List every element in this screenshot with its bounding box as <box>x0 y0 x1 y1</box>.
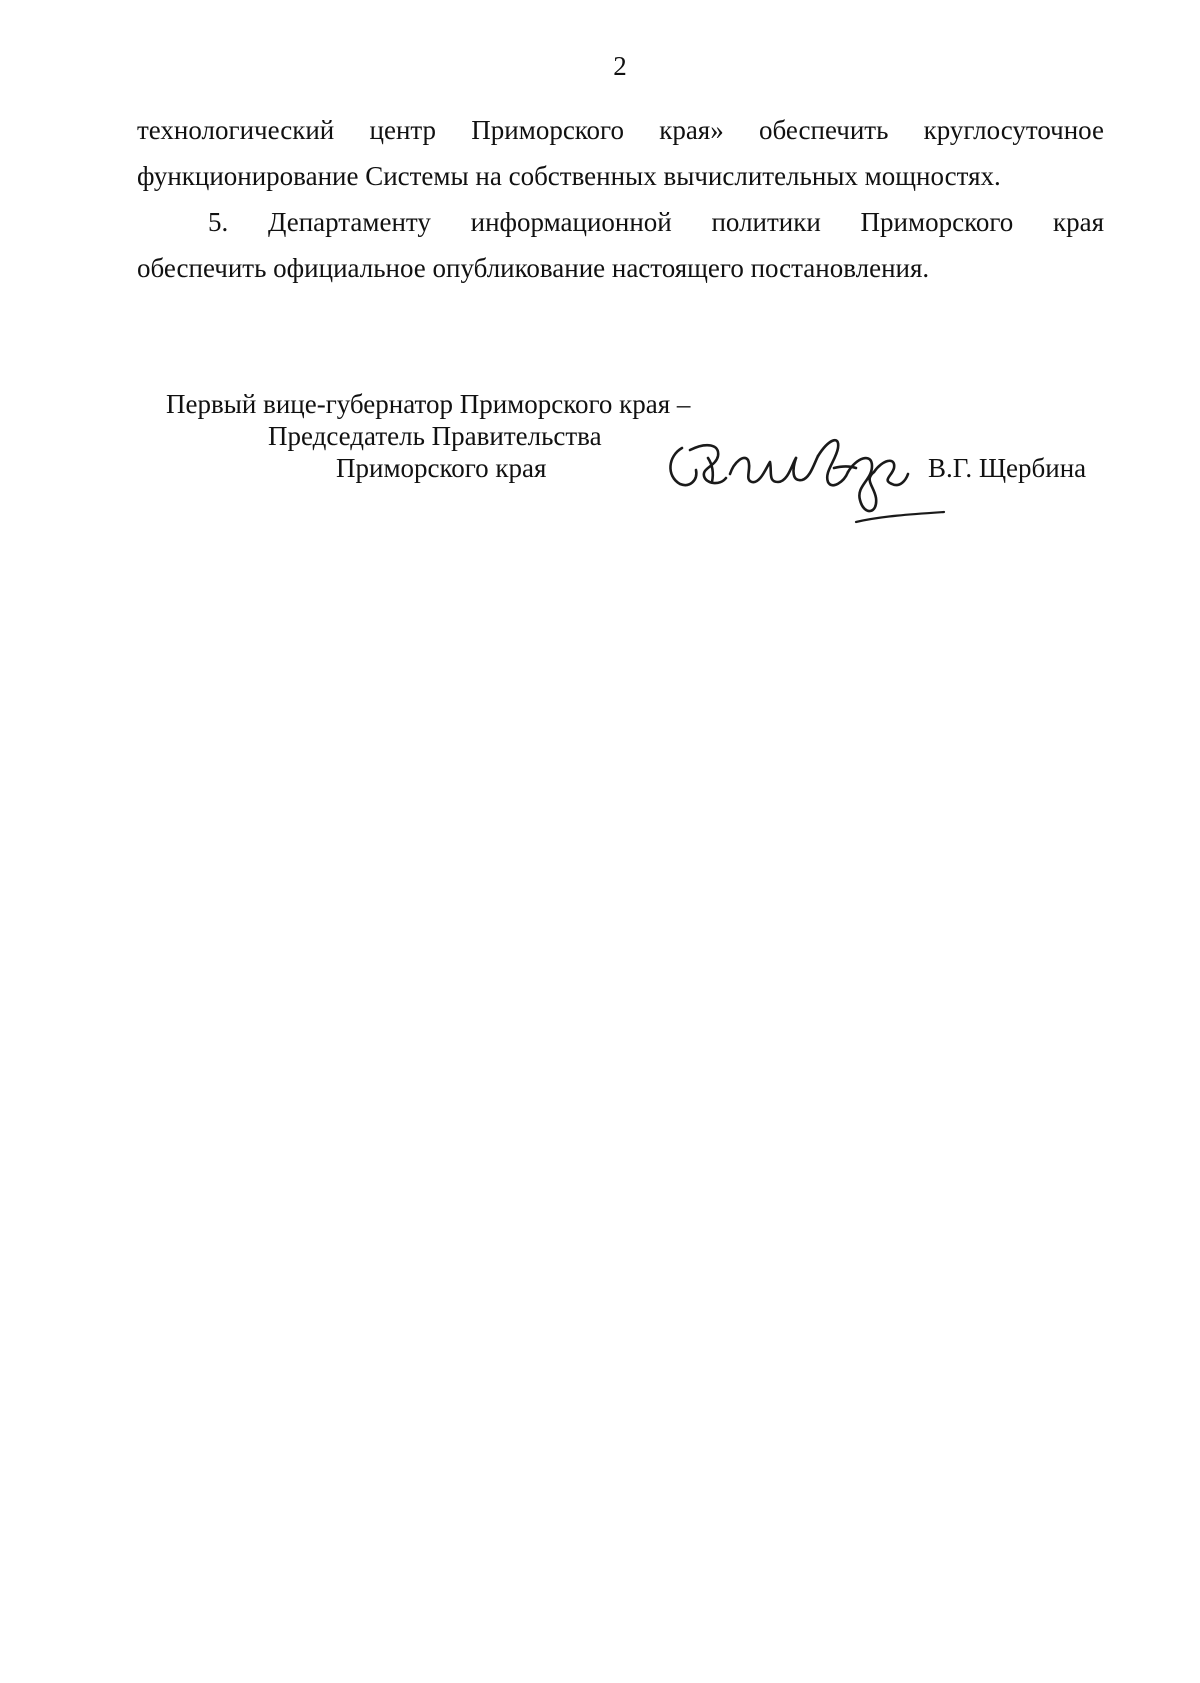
paragraph-continuation <box>137 107 1104 199</box>
paragraph-line: 5. Департаменту информационной политики Приморского края <box>208 207 1104 237</box>
signer-name: В.Г. Щербина <box>928 453 1087 483</box>
handwritten-signature <box>660 428 950 528</box>
page-number: 2 <box>613 51 627 81</box>
signature-block <box>0 388 1200 528</box>
signer-position-line-1: Первый вице-губернатор Приморского края – <box>166 389 691 419</box>
signer-position-line-3: Приморского края <box>336 453 547 483</box>
paragraph-item-5 <box>137 199 1104 291</box>
paragraph-line: технологический центр Приморского края» обеспечить круглосуточное <box>137 115 1104 145</box>
paragraph-line: функционирование Системы на собственных вычислительных мощностях. <box>137 161 1001 191</box>
paragraph-line: обеспечить официальное опубликование настоящего постановления. <box>137 253 930 283</box>
document-body <box>137 107 1104 291</box>
signer-position-line-2: Председатель Правительства <box>268 421 602 451</box>
